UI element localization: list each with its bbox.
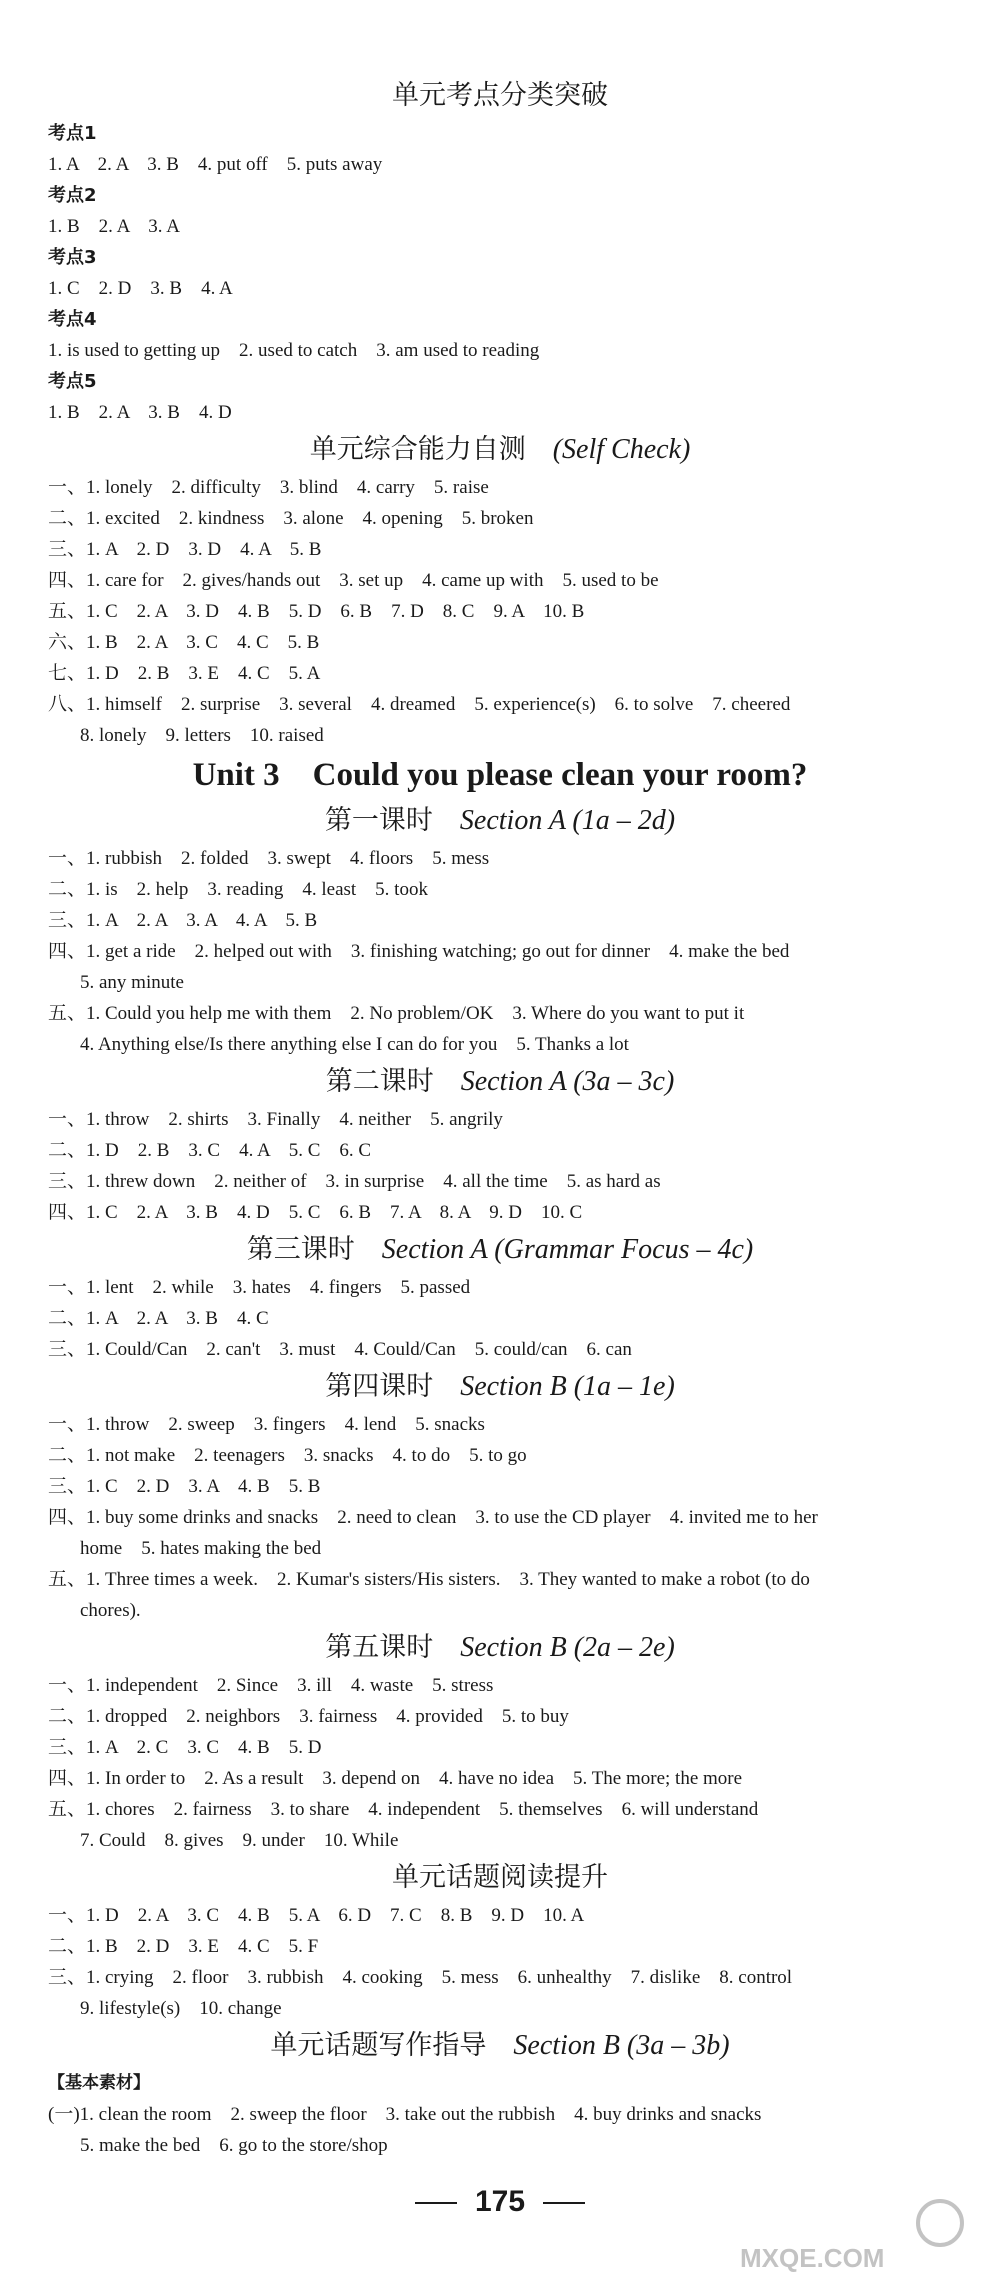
section-heading [0,1856,1000,1900]
answer-line: 1. is used to getting up 2. used to catch 3. am used to reading [48,340,540,361]
answer-line: 二、1. A 2. A 3. B 4. C [48,1308,269,1329]
section-heading-text: 第四课时 [325,1371,434,1402]
answer-line: 三、1. A 2. C 3. C 4. B 5. D [48,1737,322,1758]
section-heading [0,1626,1000,1670]
answer-line: 1. B 2. A 3. B 4. D [48,402,232,423]
answer-line: 二、1. excited 2. kindness 3. alone 4. opening 5. broken [48,508,534,529]
section-heading-subtitle: Section B (3a – 3b) [513,2030,730,2061]
answer-line: 五、1. Could you help me with them 2. No problem/OK 3. Where do you want to put it [48,1003,745,1024]
section-heading-text: 第二课时 [325,1066,434,1097]
answer-line-continued: 5. any minute [80,972,184,993]
section-heading [0,1060,1000,1104]
answer-line: 四、1. C 2. A 3. B 4. D 5. C 6. B 7. A 8. A 9. D 10. C [48,1202,583,1223]
answer-line: 三、1. threw down 2. neither of 3. in surprise 4. all the time 5. as hard as [48,1171,661,1192]
answer-line-continued: chores). [80,1600,141,1621]
answer-line: 五、1. Three times a week. 2. Kumar's sisters/His sisters. 3. They wanted to make a robot (to do [48,1569,810,1590]
section-heading [0,2024,1000,2068]
section-heading-text: 单元考点分类突破 [392,80,608,111]
section-heading-text: 单元话题阅读提升 [392,1862,608,1893]
answer-line: 三、1. C 2. D 3. A 4. B 5. B [48,1476,321,1497]
answer-line: 1. B 2. A 3. A [48,216,180,237]
unit-heading: Unit 3 Could you please clean your room? [192,757,808,793]
answer-line: 一、1. throw 2. shirts 3. Finally 4. neither 5. angrily [48,1109,503,1130]
section-heading [0,799,1000,843]
section-heading [0,428,1000,472]
answer-line: 一、1. rubbish 2. folded 3. swept 4. floors 5. mess [48,848,490,869]
answer-line: 一、1. D 2. A 3. C 4. B 5. A 6. D 7. C 8. B 9. D 10. A [48,1905,585,1926]
answer-line: 二、1. is 2. help 3. reading 4. least 5. took [48,879,428,900]
answer-line: 三、1. crying 2. floor 3. rubbish 4. cooking 5. mess 6. unhealthy 7. dislike 8. control [48,1967,793,1988]
answer-line-continued: 9. lifestyle(s) 10. change [80,1998,282,2019]
watermark-text: MXQE.COM [740,2243,885,2273]
answer-line: 1. C 2. D 3. B 4. A [48,278,233,299]
answer-line: 一、1. lonely 2. difficulty 3. blind 4. carry 5. raise [48,477,489,498]
answer-line: 四、1. In order to 2. As a result 3. depend on 4. have no idea 5. The more; the more [48,1768,743,1789]
answer-line: 二、1. B 2. D 3. E 4. C 5. F [48,1936,319,1957]
answer-line: 五、1. C 2. A 3. D 4. B 5. D 6. B 7. D 8. C 9. A 10. B [48,601,585,622]
section-heading-text: 单元综合能力自测 [309,434,526,465]
answer-line: 四、1. care for 2. gives/hands out 3. set up 4. came up with 5. used to be [48,570,659,591]
answer-line: 三、1. A 2. A 3. A 4. A 5. B [48,910,318,931]
answer-line: 一、1. throw 2. sweep 3. fingers 4. lend 5. snacks [48,1414,485,1435]
answer-line: 1. A 2. A 3. B 4. put off 5. puts away [48,154,383,175]
answer-line: 八、1. himself 2. surprise 3. several 4. dreamed 5. experience(s) 6. to solve 7. cheered [48,694,791,715]
kaodian-label: 考点3 [48,247,97,268]
section-heading-subtitle: Section A (Grammar Focus – 4c) [381,1234,754,1265]
section-heading-subtitle: Section B (2a – 2e) [460,1632,675,1663]
section-heading-text: 第三课时 [246,1234,355,1265]
answer-line: 六、1. B 2. A 3. C 4. C 5. B [48,632,320,653]
kaodian-label: 考点2 [48,185,97,206]
page-number-text: 175 [474,2185,526,2218]
section-heading-text: 第一课时 [324,805,433,836]
answer-line: 五、1. chores 2. fairness 3. to share 4. independent 5. themselves 6. will understand [48,1799,759,1820]
section-heading-text: 第五课时 [325,1632,434,1663]
answer-line-continued: 5. make the bed 6. go to the store/shop [80,2135,388,2156]
answer-line: 一、1. lent 2. while 3. hates 4. fingers 5. passed [48,1277,471,1298]
kaodian-label: 考点4 [48,309,97,330]
answer-line: (一)1. clean the room 2. sweep the floor 3. take out the rubbish 4. buy drinks and snacks [48,2104,762,2125]
answer-line: 一、1. independent 2. Since 3. ill 4. waste 5. stress [48,1675,494,1696]
section-heading-subtitle: Section B (1a – 1e) [460,1371,675,1402]
kaodian-label: 考点5 [48,371,97,392]
dash-left [415,2202,457,2204]
section-heading-text: 单元话题写作指导 [270,2030,487,2061]
section-heading-subtitle: Section A (1a – 2d) [459,805,676,836]
answer-line: 二、1. dropped 2. neighbors 3. fairness 4. provided 5. to buy [48,1706,569,1727]
answer-line-continued: 7. Could 8. gives 9. under 10. While [80,1830,399,1851]
answer-line: 三、1. A 2. D 3. D 4. A 5. B [48,539,322,560]
section-heading [0,1228,1000,1272]
section-heading [0,1365,1000,1409]
watermark-logo [730,2195,980,2275]
answer-line: 二、1. D 2. B 3. C 4. A 5. C 6. C [48,1140,372,1161]
kaodian-label: 考点1 [48,123,97,144]
answer-line: 七、1. D 2. B 3. E 4. C 5. A [48,663,321,684]
answer-line: 四、1. get a ride 2. helped out with 3. finishing watching; go out for dinner 4. make the bed [48,941,790,962]
answer-line: 四、1. buy some drinks and snacks 2. need to clean 3. to use the CD player 4. invited me to her [48,1507,818,1528]
answer-line-continued: 8. lonely 9. letters 10. raised [80,725,324,746]
dash-right [543,2202,585,2204]
answer-line-continued: home 5. hates making the bed [80,1538,322,1559]
material-label: 【基本素材】 [48,2073,150,2093]
section-heading-subtitle: Section A (3a – 3c) [460,1066,675,1097]
section-heading [0,74,1000,118]
answer-line: 二、1. not make 2. teenagers 3. snacks 4. to do 5. to go [48,1445,527,1466]
answer-line-continued: 4. Anything else/Is there anything else I can do for you 5. Thanks a lot [80,1034,629,1055]
answer-line: 三、1. Could/Can 2. can't 3. must 4. Could/Can 5. could/can 6. can [48,1339,632,1360]
section-heading-subtitle: (Self Check) [552,434,691,465]
